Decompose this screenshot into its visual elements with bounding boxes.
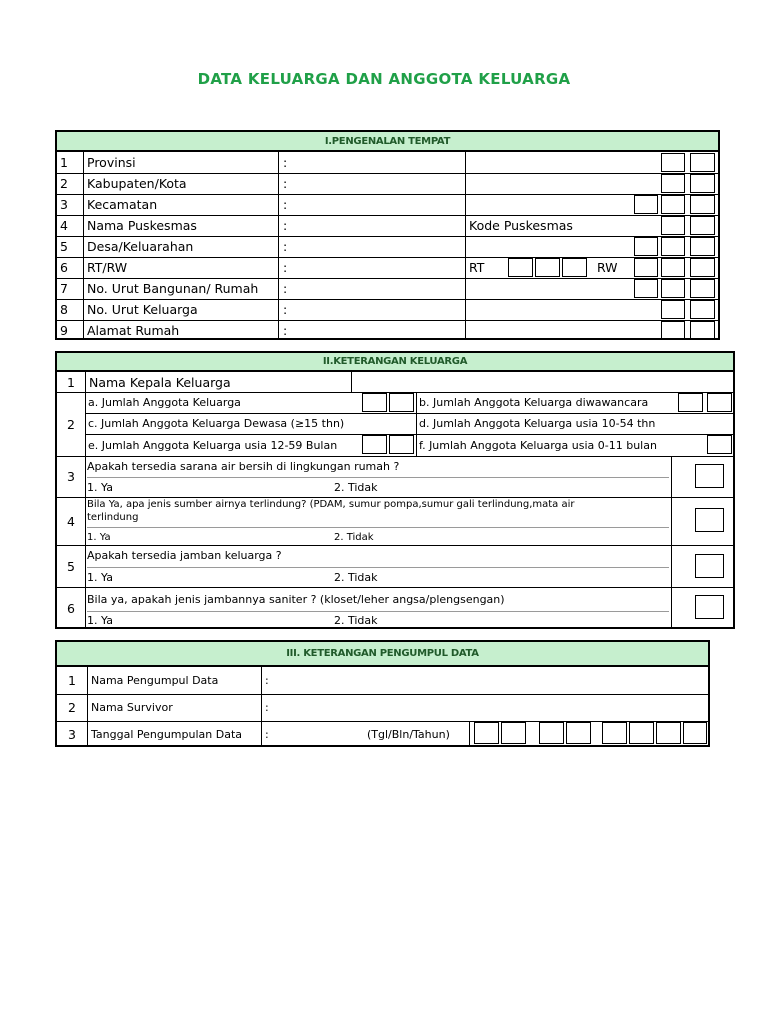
month-digit-box[interactable] [566,722,591,744]
code-box[interactable] [690,174,715,193]
question-6-text: Bila ya, apakah jenis jambannya saniter ? (kloset/leher angsa/plengsengan) [87,592,505,606]
field-label: Desa/Keluarahan [87,239,194,254]
colon: : [283,155,288,170]
input-box[interactable] [389,435,414,454]
question-4-text: Bila Ya, apa jenis sumber airnya terlindung? (PDAM, sumur pompa,sumur gali terlindung,mata air [87,498,575,510]
option-tidak[interactable]: 2. Tidak [334,481,378,494]
row-number: 1 [60,155,68,170]
code-box[interactable] [661,258,685,277]
code-box[interactable] [690,216,715,235]
year-digit-box[interactable] [629,722,654,744]
code-box[interactable] [508,258,533,277]
location-row [57,299,718,321]
field-input[interactable] [291,152,461,173]
code-box[interactable] [634,237,658,256]
code-box[interactable] [634,279,658,298]
colon: : [265,727,269,741]
question-3-text: Apakah tersedia sarana air bersih di lingkungan rumah ? [87,459,400,473]
answer-box[interactable] [695,595,724,619]
jumlah-anggota-row [57,392,733,457]
colon: : [265,674,269,687]
colon: : [283,322,288,338]
question-3-row [57,456,733,498]
input-box[interactable] [678,393,703,412]
code-box[interactable] [690,321,715,339]
code-box[interactable] [690,153,715,172]
colon: : [283,218,288,233]
nama-pengumpul-field[interactable] [271,667,708,694]
location-row [57,257,718,279]
option-ya[interactable]: 1. Ya [87,614,113,627]
year-digit-box[interactable] [602,722,627,744]
location-row [57,173,718,195]
kepala-keluarga-row [57,372,733,393]
row-number: 6 [67,600,75,616]
field-label: Nama Puskesmas [87,218,197,233]
field-input[interactable] [291,278,461,299]
kepala-keluarga-label: Nama Kepala Keluarga [89,374,231,390]
jumlah-usia-10-54-label: d. Jumlah Anggota Keluarga usia 10-54 thn [419,417,656,430]
nama-pengumpul-label: Nama Pengumpul Data [91,674,219,687]
field-label: Provinsi [87,155,136,170]
field-label: Alamat Rumah [87,322,180,338]
code-box[interactable] [661,216,685,235]
year-digit-box[interactable] [683,722,707,744]
jumlah-dewasa-label: c. Jumlah Anggota Keluarga Dewasa (≥15 thn) [88,417,345,430]
code-box[interactable] [661,237,685,256]
day-digit-box[interactable] [474,722,499,744]
field-input[interactable] [291,194,461,215]
section3-header: III. KETERANGAN PENGUMPUL DATA [55,640,710,667]
tanggal-label: Tanggal Pengumpulan Data [91,727,243,741]
code-box[interactable] [634,258,658,277]
field-input[interactable] [291,215,461,236]
location-row [57,152,718,174]
code-box[interactable] [661,153,685,172]
code-box[interactable] [690,300,715,319]
option-ya[interactable]: 1. Ya [87,481,113,494]
field-input[interactable] [291,173,461,194]
input-box[interactable] [707,435,732,454]
row-number: 3 [60,197,68,212]
row-number: 3 [68,726,76,742]
kode-puskesmas-label: Kode Puskesmas [469,218,573,233]
input-box[interactable] [707,393,732,412]
code-box[interactable] [690,195,715,214]
jumlah-bayi-label: f. Jumlah Anggota Keluarga usia 0-11 bulan [419,438,657,452]
code-box[interactable] [661,321,685,339]
row-number: 2 [60,176,68,191]
code-box[interactable] [690,279,715,298]
option-ya[interactable]: 1. Ya [87,532,111,543]
code-box[interactable] [661,300,685,319]
field-label: Kabupaten/Kota [87,176,187,191]
row-number: 9 [60,322,68,338]
nama-survivor-label: Nama Survivor [91,701,173,714]
row-number: 6 [60,260,68,275]
answer-box[interactable] [695,464,724,488]
option-tidak[interactable]: 2. Tidak [334,571,378,584]
colon: : [283,197,288,212]
row-number: 2 [68,700,76,715]
field-input[interactable] [291,320,461,340]
colon: : [283,260,288,275]
field-label: No. Urut Bangunan/ Rumah [87,281,259,296]
jumlah-balita-label: e. Jumlah Anggota Keluarga usia 12-59 Bulan [88,438,338,452]
row-number: 8 [60,302,68,317]
day-digit-box[interactable] [501,722,526,744]
section3-table [55,667,710,747]
location-row [57,278,718,300]
section2-header: II.KETERANGAN KELUARGA [55,351,735,372]
code-box[interactable] [535,258,560,277]
nama-survivor-field[interactable] [271,694,708,721]
location-row [57,320,718,340]
field-input[interactable] [291,299,461,320]
pengumpul-row [57,667,708,695]
input-box[interactable] [362,435,387,454]
code-box[interactable] [690,237,715,256]
input-box[interactable] [389,393,414,412]
input-box[interactable] [362,393,387,412]
colon: : [283,239,288,254]
month-digit-box[interactable] [539,722,564,744]
field-label: RT/RW [87,260,128,275]
section1-table [55,152,720,340]
option-tidak[interactable]: 2. Tidak [334,614,378,627]
rt-label: RT [469,260,485,275]
option-ya[interactable]: 1. Ya [87,571,113,584]
year-digit-box[interactable] [656,722,681,744]
code-box[interactable] [661,174,685,193]
question-4-row [57,497,733,546]
question-5-text: Apakah tersedia jamban keluarga ? [87,549,282,562]
row-number: 5 [67,558,75,574]
row-number: 4 [60,218,68,233]
row-number: 1 [67,374,75,390]
row-number: 3 [67,469,75,484]
jumlah-diwawancara-label: b. Jumlah Anggota Keluarga diwawancara [419,396,649,409]
section1-header: I.PENGENALAN TEMPAT [55,130,720,152]
date-format-hint: (Tgl/Bln/Tahun) [367,727,450,741]
colon: : [283,176,288,191]
rw-label: RW [597,260,618,275]
field-label: No. Urut Keluarga [87,302,198,317]
row-number: 7 [60,281,68,296]
row-number: 4 [67,513,75,529]
question-5-row [57,545,733,588]
survivor-row [57,694,708,722]
code-box[interactable] [690,258,715,277]
code-box[interactable] [562,258,587,277]
code-box[interactable] [661,279,685,298]
option-tidak[interactable]: 2. Tidak [334,532,374,543]
field-label: Kecamatan [87,197,158,212]
kepala-keluarga-field[interactable] [352,372,733,392]
tanggal-row [57,721,708,747]
answer-box[interactable] [695,554,724,578]
row-number: 5 [60,239,68,254]
field-input[interactable] [291,257,461,278]
colon: : [283,281,288,296]
location-row [57,215,718,237]
section2-table [55,372,735,629]
row-number: 2 [67,416,75,432]
row-number: 1 [68,673,76,688]
answer-box[interactable] [695,508,724,532]
location-row [57,236,718,258]
colon: : [283,302,288,317]
question-6-row [57,587,733,629]
location-row [57,194,718,216]
question-4-text-cont: terlindung [87,512,139,523]
code-box[interactable] [634,195,658,214]
code-box[interactable] [661,195,685,214]
jumlah-anggota-label: a. Jumlah Anggota Keluarga [88,396,241,409]
field-input[interactable] [291,236,461,257]
page-title: DATA KELUARGA DAN ANGGOTA KELUARGA [197,70,571,88]
colon: : [265,701,269,714]
